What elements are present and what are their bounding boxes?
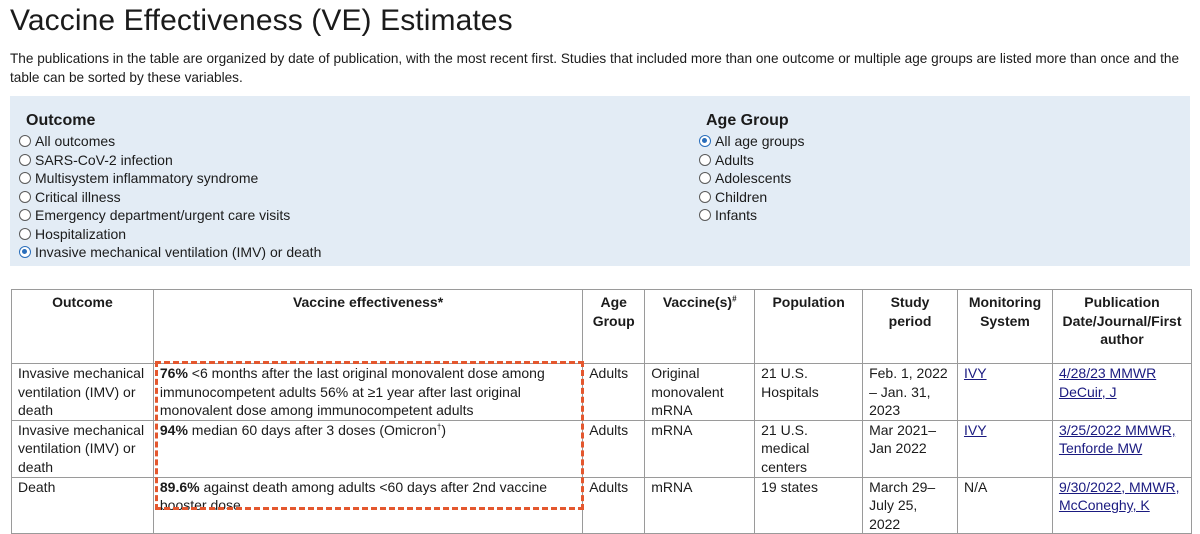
cell-publication bbox=[1052, 364, 1191, 421]
ve-value: 94% bbox=[159, 421, 188, 438]
radio-checked-icon[interactable] bbox=[19, 246, 31, 258]
radio-label: Invasive mechanical ventilation (IMV) or death bbox=[35, 244, 322, 261]
ve-estimates-table bbox=[11, 289, 1192, 534]
ve-description-tail: ) bbox=[441, 421, 447, 438]
cell-population: 21 U.S. medical centers bbox=[755, 420, 863, 477]
cell-monitoring-system bbox=[957, 364, 1052, 421]
ve-value: 76% bbox=[159, 365, 188, 381]
ve-value: 89.6% bbox=[159, 478, 200, 495]
header-outcome[interactable]: Outcome bbox=[12, 290, 154, 364]
radio-option[interactable] bbox=[18, 151, 321, 170]
cell-outcome: Invasive mechanical ventilation (IMV) or death bbox=[12, 420, 154, 477]
radio-unchecked-icon[interactable] bbox=[19, 172, 31, 184]
radio-label: Multisystem inflammatory syndrome bbox=[35, 170, 259, 187]
radio-label: Infants bbox=[715, 207, 758, 224]
cell-outcome: Death bbox=[12, 477, 154, 534]
cell-vaccines: mRNA bbox=[645, 420, 755, 477]
radio-checked-icon[interactable] bbox=[699, 135, 711, 147]
radio-option[interactable] bbox=[18, 225, 321, 244]
radio-label: Critical illness bbox=[35, 188, 121, 205]
radio-unchecked-icon[interactable] bbox=[19, 228, 31, 240]
radio-unchecked-icon[interactable] bbox=[699, 172, 711, 184]
age-filter-legend: Age Group bbox=[706, 112, 789, 129]
ve-description: against death among adults <60 days after 2nd vaccine booster dose bbox=[159, 478, 548, 514]
table-row bbox=[12, 477, 1192, 534]
ve-description: median 60 days after 3 doses (Omicron bbox=[187, 421, 437, 438]
radio-label: Children bbox=[715, 188, 768, 205]
radio-unchecked-icon[interactable] bbox=[699, 209, 711, 221]
page-title: Vaccine Effectiveness (VE) Estimates bbox=[10, 4, 513, 37]
publication-link[interactable]: 4/28/23 MMWR DeCuir, J bbox=[1058, 365, 1157, 400]
cell-outcome: Invasive mechanical ventilation (IMV) or death bbox=[12, 364, 154, 421]
radio-option[interactable] bbox=[18, 188, 321, 207]
cell-monitoring-system: N/A bbox=[957, 477, 1052, 534]
radio-option[interactable] bbox=[18, 132, 321, 151]
cell-study-period: Feb. 1, 2022 – Jan. 31, 2023 bbox=[863, 364, 958, 421]
header-monitoring-system[interactable]: Monitoring System bbox=[957, 290, 1052, 364]
cell-vaccine-effectiveness bbox=[153, 477, 582, 534]
cell-study-period: March 29– July 25, 2022 bbox=[863, 477, 958, 534]
outcome-options bbox=[18, 132, 321, 262]
age-filter-group bbox=[698, 110, 805, 225]
ve-footnote: † bbox=[436, 422, 442, 432]
cell-population: 19 states bbox=[755, 477, 863, 534]
radio-unchecked-icon[interactable] bbox=[699, 191, 711, 203]
radio-label: All outcomes bbox=[35, 133, 116, 150]
radio-option[interactable] bbox=[698, 206, 805, 225]
radio-unchecked-icon[interactable] bbox=[19, 191, 31, 203]
monitoring-link[interactable]: IVY bbox=[963, 365, 987, 381]
table-row bbox=[12, 364, 1192, 421]
radio-option[interactable] bbox=[18, 169, 321, 188]
cell-age-group: Adults bbox=[583, 364, 645, 421]
cell-vaccine-effectiveness bbox=[153, 364, 582, 421]
header-study-period[interactable]: Study period bbox=[863, 290, 958, 364]
cell-vaccines: Original monovalent mRNA bbox=[645, 364, 755, 421]
intro-text: The publications in the table are organized by date of publication, with the most recent first. Studies that included more than one outcome or multiple age groups are listed more than once and the table can be sorted by these variables. bbox=[10, 51, 1180, 85]
cell-age-group: Adults bbox=[583, 477, 645, 534]
publication-link[interactable]: 3/25/2022 MMWR, Tenforde MW bbox=[1058, 421, 1176, 457]
radio-label: Hospitalization bbox=[35, 225, 127, 242]
cell-monitoring-system bbox=[957, 420, 1052, 477]
header-vaccines-label: Vaccine(s) bbox=[662, 294, 733, 310]
monitoring-link[interactable]: IVY bbox=[963, 421, 987, 438]
header-age-group[interactable]: Age Group bbox=[583, 290, 645, 364]
radio-unchecked-icon[interactable] bbox=[19, 154, 31, 166]
radio-label: Adults bbox=[715, 151, 754, 168]
radio-option[interactable] bbox=[698, 132, 805, 151]
radio-option[interactable] bbox=[18, 206, 321, 225]
outcome-filter-group bbox=[18, 110, 321, 262]
radio-option[interactable] bbox=[698, 188, 805, 207]
radio-label: SARS-CoV-2 infection bbox=[35, 151, 173, 168]
cell-study-period: Mar 2021– Jan 2022 bbox=[863, 420, 958, 477]
publication-link[interactable]: 9/30/2022, MMWR, McConeghy, K bbox=[1058, 478, 1180, 514]
cell-vaccines: mRNA bbox=[645, 477, 755, 534]
header-vaccine-effectiveness[interactable]: Vaccine effectiveness* bbox=[153, 290, 582, 364]
radio-unchecked-icon[interactable] bbox=[19, 135, 31, 147]
table-row bbox=[12, 420, 1192, 477]
radio-option[interactable] bbox=[698, 169, 805, 188]
cell-vaccine-effectiveness bbox=[153, 420, 582, 477]
radio-label: All age groups bbox=[715, 133, 805, 150]
header-vaccines-footnote: # bbox=[732, 294, 737, 304]
ve-description: <6 months after the last original monovalent dose among immunocompetent adults 56% at ≥1 year after last original monovalent dose among immunocompetent adults bbox=[159, 365, 545, 419]
table-header-row bbox=[12, 290, 1192, 364]
cell-publication bbox=[1052, 420, 1191, 477]
cell-population: 21 U.S. Hospitals bbox=[755, 364, 863, 421]
header-vaccines[interactable] bbox=[645, 290, 755, 364]
radio-label: Emergency department/urgent care visits bbox=[35, 207, 291, 224]
cell-age-group: Adults bbox=[583, 420, 645, 477]
header-population[interactable]: Population bbox=[755, 290, 863, 364]
filter-panel bbox=[10, 96, 1190, 266]
outcome-filter-legend: Outcome bbox=[26, 112, 96, 129]
radio-option[interactable] bbox=[698, 151, 805, 170]
cell-publication bbox=[1052, 477, 1191, 534]
radio-unchecked-icon[interactable] bbox=[19, 209, 31, 221]
age-options bbox=[698, 132, 805, 225]
radio-unchecked-icon[interactable] bbox=[699, 154, 711, 166]
header-publication[interactable]: Publication Date/Journal/First author bbox=[1052, 290, 1191, 364]
radio-option[interactable] bbox=[18, 243, 321, 262]
radio-label: Adolescents bbox=[715, 170, 792, 187]
